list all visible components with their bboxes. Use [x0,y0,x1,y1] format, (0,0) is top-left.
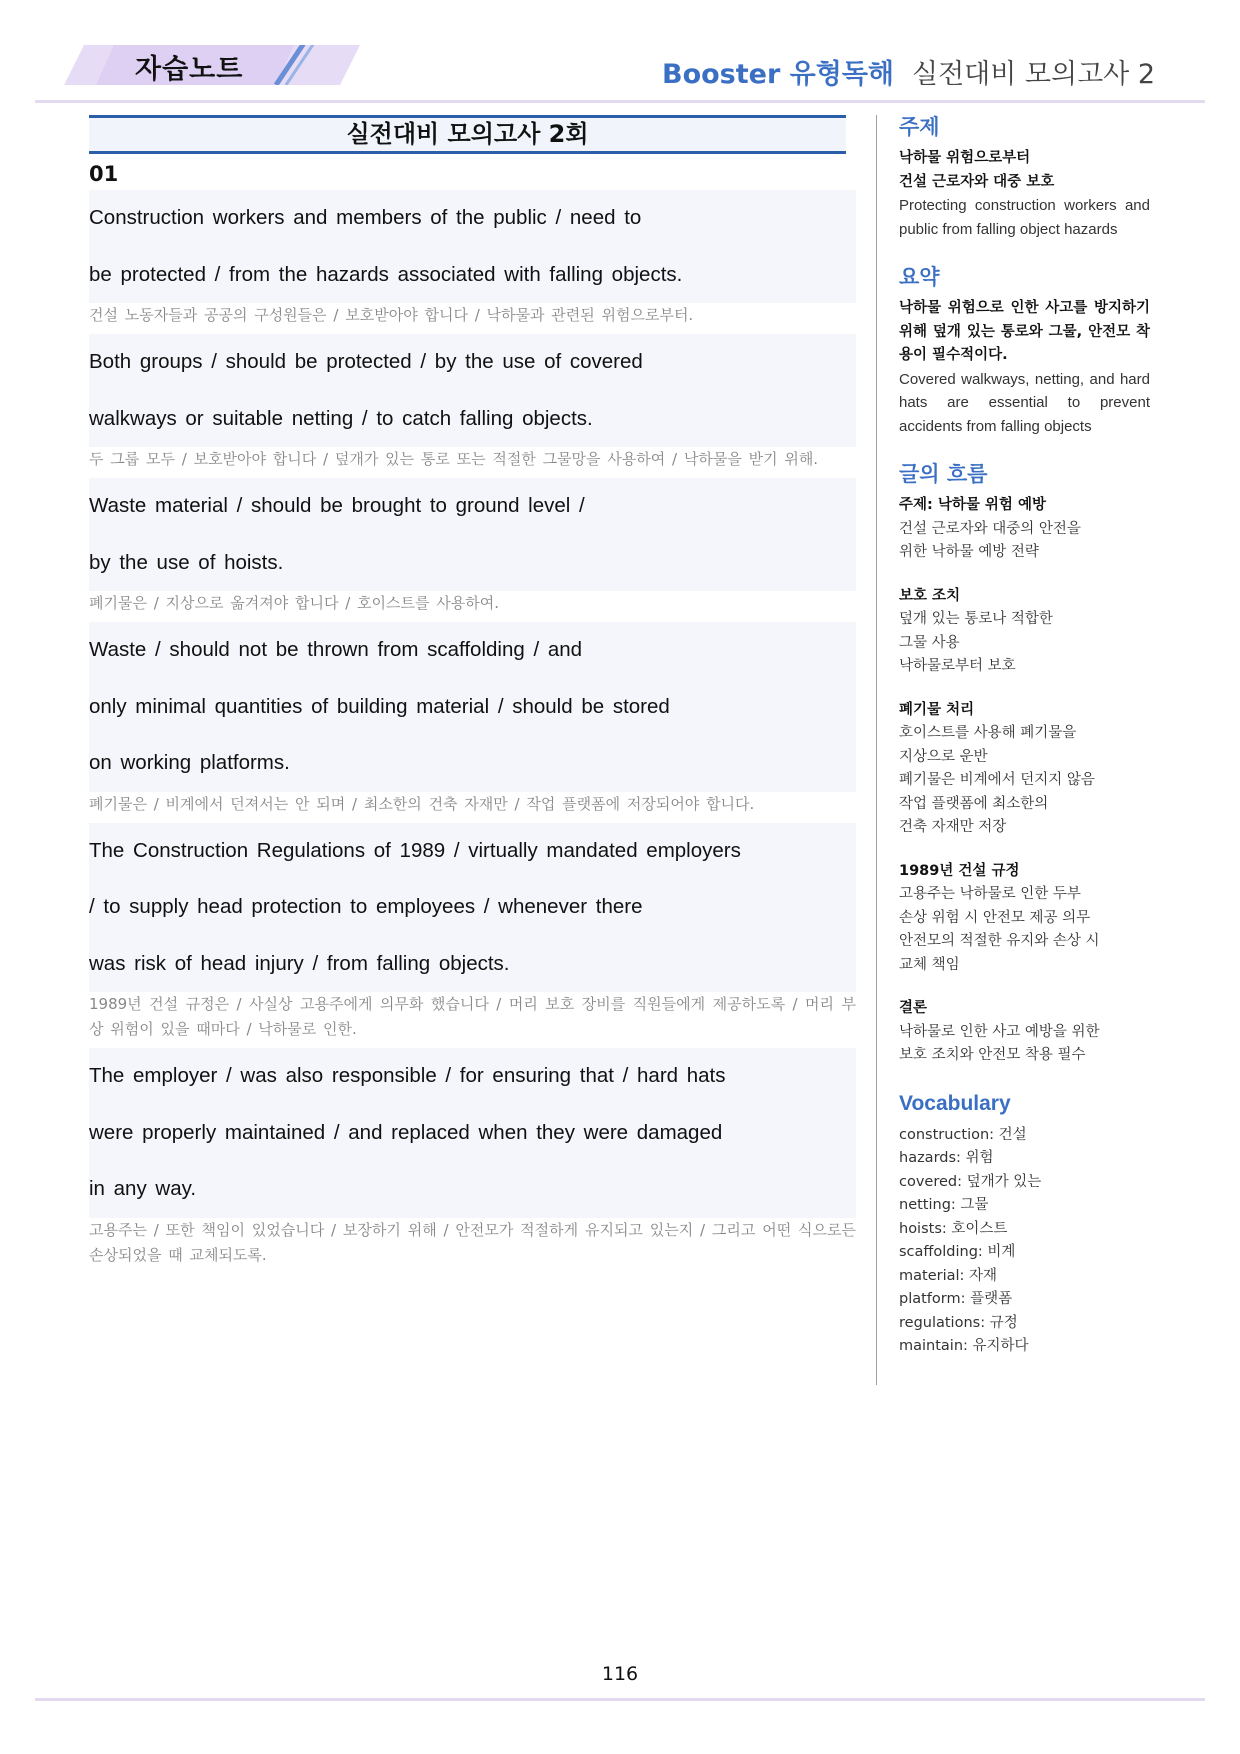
page-number: 116 [601,1663,639,1685]
english-line: Both groups / should be protected / by the use of covered [89,350,643,373]
summary-section [899,263,1150,438]
topic-korean-line: 낙하물 위험으로부터 [899,150,1031,166]
english-line: Waste / should not be thrown from scaffolding / and [89,638,583,661]
flow-item-title: 폐기물 처리 [899,701,975,718]
exam-title: 실전대비 모의고사 2 [912,59,1155,90]
vocabulary-list [899,1124,1150,1359]
page-header [0,0,1240,110]
flow-item-title: 보호 조치 [899,587,961,604]
vocabulary-item: netting: 그물 [899,1197,989,1213]
summary-korean: 낙하물 위험으로 인한 사고를 방지하기 위해 덮개 있는 통로와 그물, 안전모 착용이 필수적이다. [899,300,1150,363]
flow-item-line: 지상으로 운반 [899,748,988,765]
vocabulary-heading: Vocabulary [899,1091,1011,1115]
flow-item-line: 손상 위험 시 안전모 제공 의무 [899,909,1091,926]
flow-item-line: 안전모의 적절한 유지와 손상 시 [899,933,1100,949]
flow-item-line: 낙하물로 인한 사고 예방을 위한 [899,1023,1100,1040]
english-sentence [89,823,856,993]
vocabulary-item: covered: 덮개가 있는 [899,1173,1042,1190]
vocabulary-section [899,1090,1150,1359]
page-title [662,52,1155,91]
flow-item [899,494,1150,565]
english-line: The Construction Regulations of 1989 / virtually mandated employers [89,838,741,862]
header-divider [35,100,1205,103]
flow-item-line: 작업 플랫폼에 최소한의 [899,795,1049,812]
vocabulary-item: hoists: 호이스트 [899,1220,1008,1237]
flow-item-line: 호이스트를 사용해 폐기물을 [899,725,1077,741]
flow-item [899,860,1150,978]
flow-item-line: 고용주는 낙하물로 인한 두부 [899,886,1081,902]
passage-segment [89,622,856,817]
flow-section [899,460,1150,1068]
korean-translation: 1989년 건설 규정은 / 사실상 고용주에게 의무화 했습니다 / 머리 보호 장비를 직원들에게 제공하도록 / 머리 부상 위험이 있을 때마다 / 낙하물로 인한. [89,995,856,1038]
passage-segment [89,823,856,1043]
english-line: in any way. [89,1177,197,1200]
english-sentence [89,190,856,303]
english-line: Waste material / should be brought to ground level / [89,494,585,517]
english-line: were properly maintained / and replaced when they were damaged [89,1120,723,1144]
flow-item-line: 덮개 있는 통로나 적합한 [899,611,1053,627]
vocabulary-item: platform: 플랫폼 [899,1291,1013,1307]
english-sentence [89,1048,856,1218]
flow-item [899,585,1150,679]
flow-item [899,699,1150,840]
passage-column [89,115,856,1274]
korean-translation: 폐기물은 / 지상으로 옮겨져야 합니다 / 호이스트를 사용하여. [89,594,500,612]
flow-item-line: 낙하물로부터 보호 [899,658,1016,674]
flow-item-title: 결론 [899,1000,928,1016]
flow-item-line: 건축 자재만 저장 [899,819,1007,835]
topic-section [899,113,1150,241]
badge-label: 자습노트 [135,54,244,85]
passage-segment [89,334,856,472]
korean-translation: 두 그룹 모두 / 보호받아야 합니다 / 덮개가 있는 통로 또는 적절한 그물망을 사용하여 / 낙하물을 받기 위해. [89,450,819,468]
topic-heading: 주제 [899,115,940,139]
flow-item-line: 폐기물은 비계에서 던지지 않음 [899,772,1095,788]
english-sentence [89,334,856,447]
english-line: on working platforms. [89,751,290,774]
english-line: walkways or suitable netting / to catch falling objects. [89,406,593,430]
footer-divider [35,1698,1205,1701]
passage-segment [89,190,856,328]
korean-translation: 폐기물은 / 비계에서 던져서는 안 되며 / 최소한의 건축 자재만 / 작업 플랫폼에 저장되어야 합니다. [89,794,755,813]
passage-segment [89,478,856,616]
section-title: 실전대비 모의고사 2회 [346,120,589,148]
passage-segments [89,190,856,1268]
topic-korean-line: 건설 근로자와 대중 보호 [899,173,1055,190]
korean-translation: 건설 노동자들과 공공의 구성원들은 / 보호받아야 합니다 / 낙하물과 관련된 위험으로부터. [89,306,694,324]
topic-english: Protecting construction workers and public from falling object hazards [899,197,1150,238]
flow-item-title: 1989년 건설 규정 [899,862,1020,879]
passage-segment [89,1048,856,1268]
flow-item-line: 위한 낙하물 예방 전략 [899,544,1039,560]
flow-item-title: 주제: 낙하물 위험 예방 [899,497,1047,513]
brand-title: Booster 유형독해 [661,59,894,90]
summary-heading: 요약 [899,265,940,289]
flow-item-line: 보호 조치와 안전모 착용 필수 [899,1047,1086,1063]
english-line: only minimal quantities of building material / should be stored [89,694,670,718]
vocabulary-item: hazards: 위험 [899,1150,994,1166]
vocabulary-item: construction: 건설 [899,1126,1027,1143]
flow-heading: 글의 흐름 [899,462,988,486]
flow-item-line: 교체 책임 [899,956,960,973]
flow-item-line: 그물 사용 [899,634,960,651]
flow-items [899,494,1150,1068]
flow-item-line: 건설 근로자와 대중의 안전을 [899,520,1081,537]
vocabulary-item: scaffolding: 비계 [899,1244,1016,1260]
english-line: The employer / was also responsible / for ensuring that / hard hats [89,1064,726,1087]
vocabulary-item: maintain: 유지하다 [899,1338,1029,1354]
study-notes-sidebar [899,113,1150,1381]
vocabulary-item: material: 자재 [899,1267,998,1284]
section-title-box [89,115,846,154]
english-sentence [89,478,856,591]
column-divider [876,115,877,1385]
korean-translation: 고용주는 / 또한 책임이 있었습니다 / 보장하기 위해 / 안전모가 적절하게 유지되고 있는지 / 그리고 어떤 식으로든 손상되었을 때 교체되도록. [89,1220,856,1264]
flow-item [899,997,1150,1068]
english-line: Construction workers and members of the public / need to [89,206,642,229]
vocabulary-item: regulations: 규정 [899,1314,1018,1331]
summary-english: Covered walkways, netting, and hard hats are essential to prevent accidents from falling objects [899,370,1150,435]
english-line: be protected / from the hazards associated with falling objects. [89,262,683,286]
english-sentence [89,622,856,792]
english-line: by the use of hoists. [89,550,284,574]
english-line: was risk of head injury / from falling objects. [89,951,510,975]
english-line: / to supply head protection to employees / whenever there [89,895,643,918]
question-number: 01 [89,162,119,186]
